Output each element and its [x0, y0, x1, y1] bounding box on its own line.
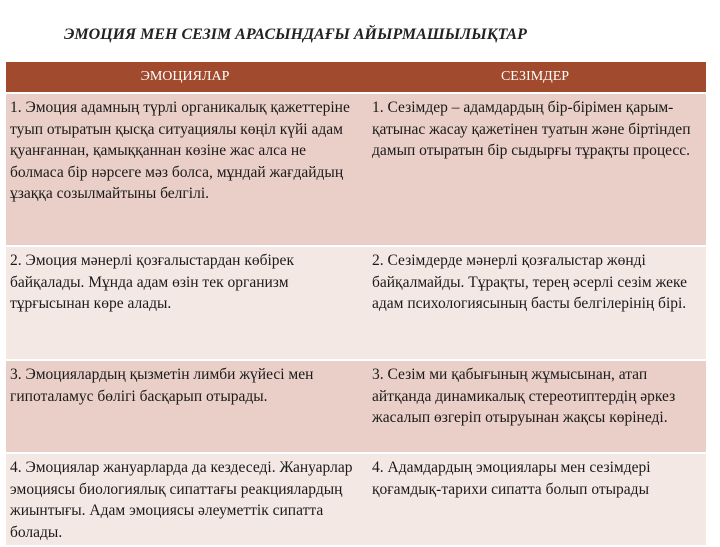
feeling-cell: 4. Адамдардың эмоциялары мен сезімдері қоғамдық-тарихи сипатта болып отырады	[364, 453, 706, 546]
emotion-cell: 4. Эмоциялар жануарларда да кездеседі. Жануарлар эмоциясы биологиялық сипаттағы реакциялардың жиынтығы. Адам эмоциясы әлеуметтік сипатта болады.	[6, 453, 364, 546]
header-feelings: СЕЗІМДЕР	[364, 62, 706, 93]
feeling-cell: 2. Сезімдерде мәнерлі қозғалыстар жөнді байқалмайды. Тұрақты, терең әсерлі сезім жеке адам психологиясының басты белгілерінің бірі.	[364, 246, 706, 360]
comparison-table	[6, 62, 706, 547]
emotion-cell: 3. Эмоциялардың қызметін лимби жүйесі мен гипоталамус бөлігі басқарып отырады.	[6, 360, 364, 453]
table-row	[6, 93, 706, 246]
table-header-row	[6, 62, 706, 93]
feeling-cell: 1. Сезімдер – адамдардың бір-бірімен қарым-қатынас жасау қажетінен туатын және біртіндеп дамып отыратын бір сыдырғы тұрақты процесс.	[364, 93, 706, 246]
emotion-cell: 1. Эмоция адамның түрлі органикалық қажеттеріне туып отыратын қысқа ситуациялы көңіл күйі адам қуанғаннан, қамыққаннан көзіне жас алса не болмаса бір нәрсеге мәз болса, мұндай жағдайдың ұзаққа созылмайтыны белгілі.	[6, 93, 364, 246]
header-emotions: ЭМОЦИЯЛАР	[6, 62, 364, 93]
table-row	[6, 246, 706, 360]
table-row	[6, 360, 706, 453]
table-row	[6, 453, 706, 546]
feeling-cell: 3. Сезім ми қабығының жұмысынан, атап айтқанда динамикалық стереотиптердің әркез жасалып өзгеріп отыруынан жақсы көрінеді.	[364, 360, 706, 453]
page-title: ЭМОЦИЯ МЕН СЕЗІМ АРАСЫНДАҒЫ АЙЫРМАШЫЛЫҚТАР	[64, 26, 527, 43]
emotion-cell: 2. Эмоция мәнерлі қозғалыстардан көбірек байқалады. Мұнда адам өзін тек организм тұрғысынан көре алады.	[6, 246, 364, 360]
